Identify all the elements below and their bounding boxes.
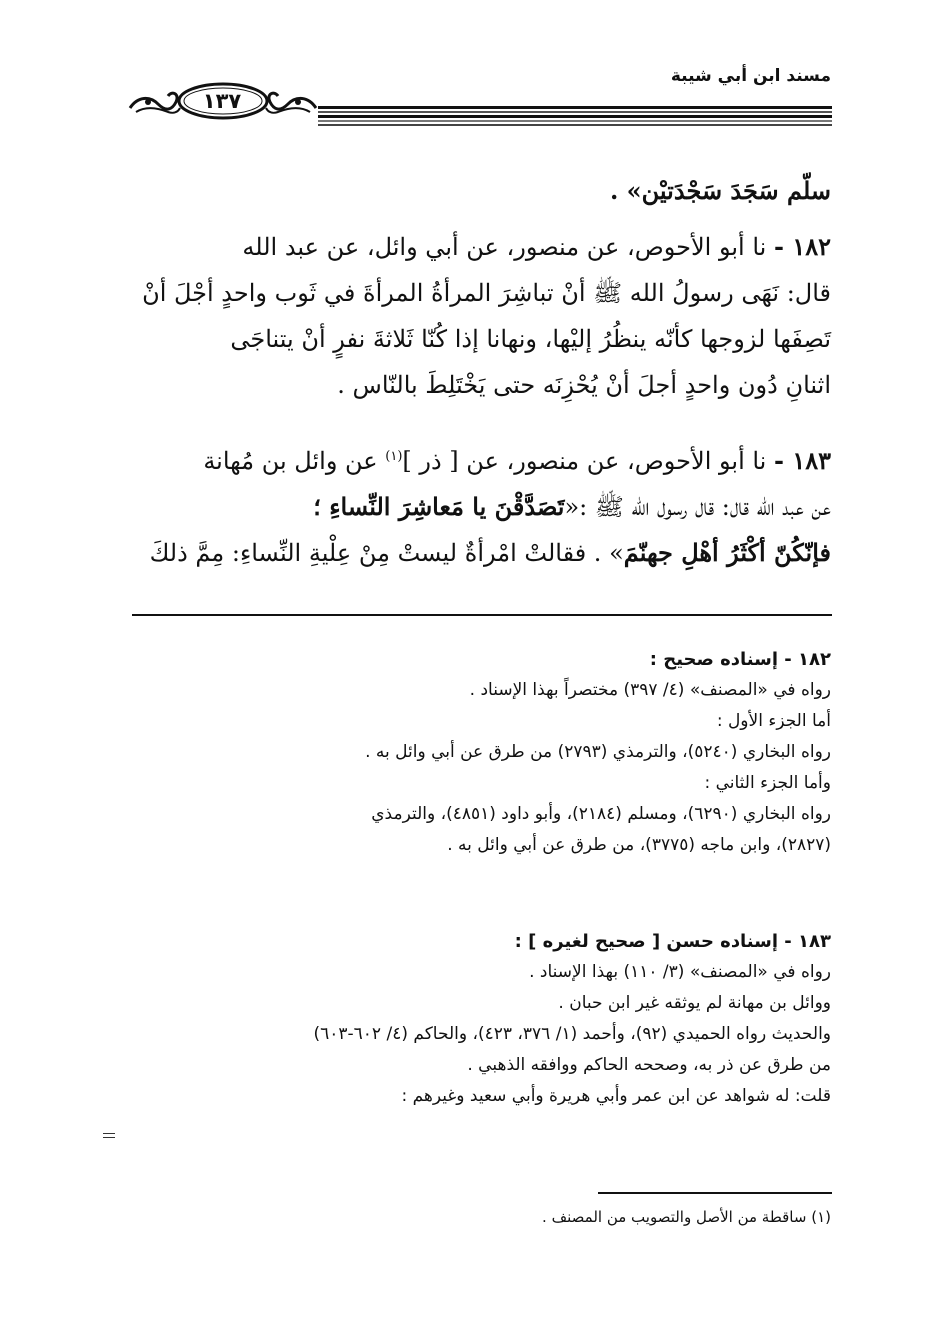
footnote: (١) ساقطة من الأصل والتصويب من المصنف . — [542, 1208, 831, 1226]
footnote-separator — [598, 1192, 832, 1194]
note-line: ووائل بن مهانة لم يوثقه غير ابن حبان . — [558, 993, 831, 1013]
hadith-182 — [131, 224, 831, 408]
book-title: مسند ابن أبي شيبة — [670, 66, 831, 86]
note-heading: ١٨٢ - إسناده صحيح : — [649, 649, 831, 670]
hadith-183 — [131, 434, 831, 576]
note-line: والحديث رواه الحميدي (٩٢)، وأحمد (١/ ٣٧٦، ٤٢٣)، والحاكم (٤/ ٦٠٢-٦٠٣) — [313, 1024, 831, 1044]
hadith-182-line: قال: نَهَى رسولُ الله ﷺ أنْ تباشِرَ المرأةُ المرأةَ في ثَوب واحدٍ أجْلَ أنْ — [142, 279, 831, 307]
hadith-183-line: ١٨٣ - نا أبو الأحوص، عن منصور، عن [ ذر ]$^{(١)}$ عن وائل بن مُهانة — [203, 446, 831, 475]
header-rule — [318, 106, 832, 126]
note-line: وأما الجزء الثاني : — [704, 773, 831, 793]
note-line: (٢٨٢٧)، وابن ماجه (٣٧٧٥)، من طرق عن أبي وائل به . — [447, 835, 831, 855]
note-line: أما الجزء الأول : — [716, 711, 831, 731]
note-line: من طرق عن ذر به، وصححه الحاكم ووافقه الذهبي . — [467, 1055, 831, 1075]
note-line: رواه البخاري (٥٢٤٠)، والترمذي (٢٧٩٣) من طرق عن أبي وائل به . — [365, 742, 831, 762]
hadith-182-line: ١٨٢ - نا أبو الأحوص، عن منصور، عن أبي وائل، عن عبد الله — [242, 232, 831, 261]
note-line: رواه البخاري (٦٢٩٠)، ومسلم (٢١٨٤)، وأبو داود (٤٨٥١)، والترمذي — [371, 804, 831, 824]
note-182 — [131, 644, 831, 861]
note-183 — [131, 926, 831, 1112]
hadith-number: ١٨٢ - — [774, 232, 831, 261]
note-heading: ١٨٣ - إسناده حسن [ صحيح لغيره ] : — [514, 931, 831, 952]
notes-separator — [132, 614, 832, 616]
page-number: ١٣٧ — [202, 89, 242, 113]
hadith-number: ١٨٣ - — [774, 446, 831, 475]
margin-mark — [103, 1133, 115, 1141]
hadith-183-line: عن عبد الله قال: قال رسول الله ﷺ :«تَصَدَّقْنَ يا مَعاشِرَ النِّساءِ ؛ — [313, 492, 831, 521]
note-line: رواه في «المصنف» (٣/ ١١٠) بهذا الإسناد . — [529, 962, 831, 982]
hadith-182-line: اثنانِ دُون واحدٍ أجلَ أنْ يُحْزِنَه حتى يَخْتَلِطَ بالنّاس . — [337, 371, 831, 399]
continuation-line: سلّم سَجَدَ سَجْدَتيْن» . — [609, 176, 831, 205]
note-line: رواه في «المصنف» (٤/ ٣٩٧) مختصراً بهذا الإسناد . — [469, 680, 831, 700]
footnote-reference[interactable]: (١) — [385, 449, 403, 464]
hadith-183-line: فإنّكُنّ أكْثَرُ أهْلِ جهنّمَ» . فقالتْ امْرأةٌ ليستْ مِنْ عِلْيةِ النِّساءِ: مِمَّ ذلكَ — [149, 538, 831, 567]
note-line: قلت: له شواهد عن ابن عمر وأبي هريرة وأبي سعيد وغيرهم : — [401, 1086, 831, 1106]
hadith-182-line: تَصِفَها لزوجها كأنّه ينظُرُ إليْها، ونهانا إذا كُنّا ثَلاثةَ نفرٍ أنْ يتناجَى — [230, 325, 831, 353]
